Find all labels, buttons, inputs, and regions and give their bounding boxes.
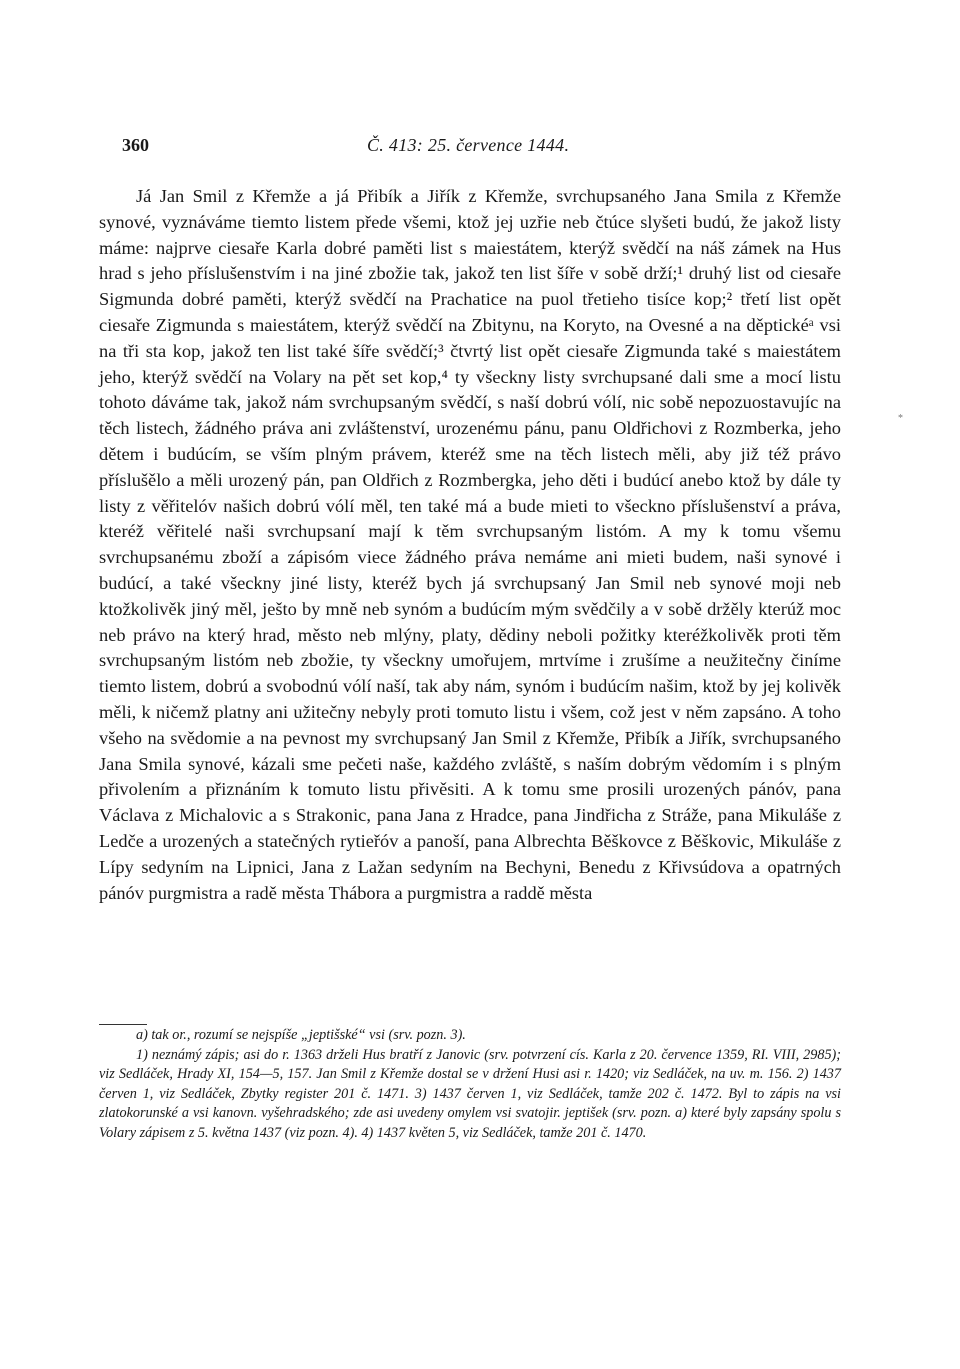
page-header — [122, 135, 842, 165]
footnote-a: a) tak or., rozumí se nejspíše „jeptišské“ vsi (srv. pozn. 3). — [136, 1027, 466, 1043]
footnote-separator — [99, 1024, 147, 1025]
margin-mark: * — [898, 413, 903, 424]
page-number: 360 — [122, 135, 149, 155]
main-text — [99, 184, 841, 906]
footnotes — [99, 1026, 841, 1143]
body-paragraph: Já Jan Smil z Křemže a já Přibík a Jiřík z Křemže, svrchupsaného Jana Smila z Křemže synové, vyznáváme tiemto listem přede všemi, ktož jej uzřie neb čtúce slyšeti budú, že jakož listy máme: najprve ciesaře Karla dobré paměti list s maiestátem, kterýž svědčí na náš zámek na Hus hrad s jeho příslušenstvím i na jiné zbožie tak, jakož ten list šíře v sobě drží;¹ druhý list od ciesaře Sigmunda dobré paměti, kterýž svědčí na Prachatice na puol třetieho tisíce kop;² třetí list opět ciesaře Zigmunda s maiestátem, kterýž svědčí na Zbitynu, na Koryto, na Ovesné a na děptickéᵃ vsi na tři sta kop, jakož ten list také šíře svědčí;³ čtvrtý list opět ciesaře Zigmunda také s maiestátem jeho, kterýž svědčí na Volary na pět set kop,⁴ ty všeckny listy svrchupsané dali sme a mocí listu tohoto dáváme tak, jakož nám svrchupsaným svědčí, s naší dobrú vólí, nic sobě nepozuostavujíc na těch listech, žádného práva ani zvláštenství, urozenému pánu, panu Oldřichovi z Rozmberka, jeho dětem i budúcím, se vším plným právem, kteréž sme na těch listech měli, aby již též právo příslušělo a měli urozený pán, pan Oldřich z Rozmbergka, jeho děti i budúcí anebo ktož by dále ty listy z věřitelóv našich dobrú vólí měl, ten také má a bude mieti to všeckno příslušenství a práva, kteréž věřitelé naši svrchupsaní mají k těm svrchupsaným listóm. A my k tomu všemu svrchupsanému zboží a zápisóm viece žádného práva nemáme ani mieti budem, naši synové i budúcí, a také všeckny jiné listy, kteréž bych já svrchupsaný Jan Smil neb synové moji neb ktožkolivěk jiný měl, ješto by mně neb synóm a budúcím mým svědčily a v sobě držěly kterúž moc neb právo na který hrad, město neb mlýny, platy, dědiny neboli požitky kteréžkolivěk proti těm svrchupsaným listóm neb zbožie, ty všeckny umořujem, mrtvíme i zrušíme a neužitečny činíme tiemto listem, dobrú a svobodnú vólí naší, tak aby nám, synóm i budúcím našim, ktož by jej kolivěk měli, k ničemž platny ani užitečny nebyly proti tomuto listu i všem, což jest v něm zapsáno. A toho všeho na svědomie a na pevnost my svrchupsaný Jan Smil z Křemže, Přibík a Jiřík, svrchupsaného Jana Smila synové, kázali sme pečeti naše, každého zvláště, s naším dobrým vědomím i s plným přivolením a přiznáním k tomuto listu přivěsiti. A k tomu sme prosili urozených pánóv, pana Václava z Michalovic a s Strakonic, pana Jana z Hradce, pana Jindřicha z Stráže, pana Mikuláše z Ledče a urozených a statečných rytieřóv a panoší, pana Albrechta Běškovce z Běškovic, Mikuláše z Lípy sedyním na Lipnici, Jana z Lažan sedyním na Bechyni, Benedu z Křivsúdova a opatrných pánóv purgmistra a radě města Thábora a purgmistra a raddě města — [99, 186, 841, 903]
running-head: Č. 413: 25. července 1444. — [367, 135, 570, 155]
footnote-numbered: 1) neznámý zápis; asi do r. 1363 drželi Hus bratří z Janovic (srv. potvrzení cís. Karla z 20. července 1359, RI. VIII, 2985); viz Sedláček, Hrady XI, 154—5, 157. Jan Smil z Křemže dostal se v držení Husi asi r. 1420; viz Sedláček, na uv. m. 156. 2) 1437 červen 1, viz Sedláček, Zbytky register 201 č. 1471. 3) 1437 červen 1, viz Sedláček, tamže 202 č. 1472. Byl to zápis na vsi zlatokorunské a vsi kanovn. vyšehradského; zde asi uvedeny omylem vsi svatojir. jeptišek (srv. pozn. a) které byly zapsány spolu s Volary zápisem z 5. května 1437 (viz pozn. 4). 4) 1437 květen 5, viz Sedláček, tamže 201 č. 1470. — [99, 1046, 841, 1141]
